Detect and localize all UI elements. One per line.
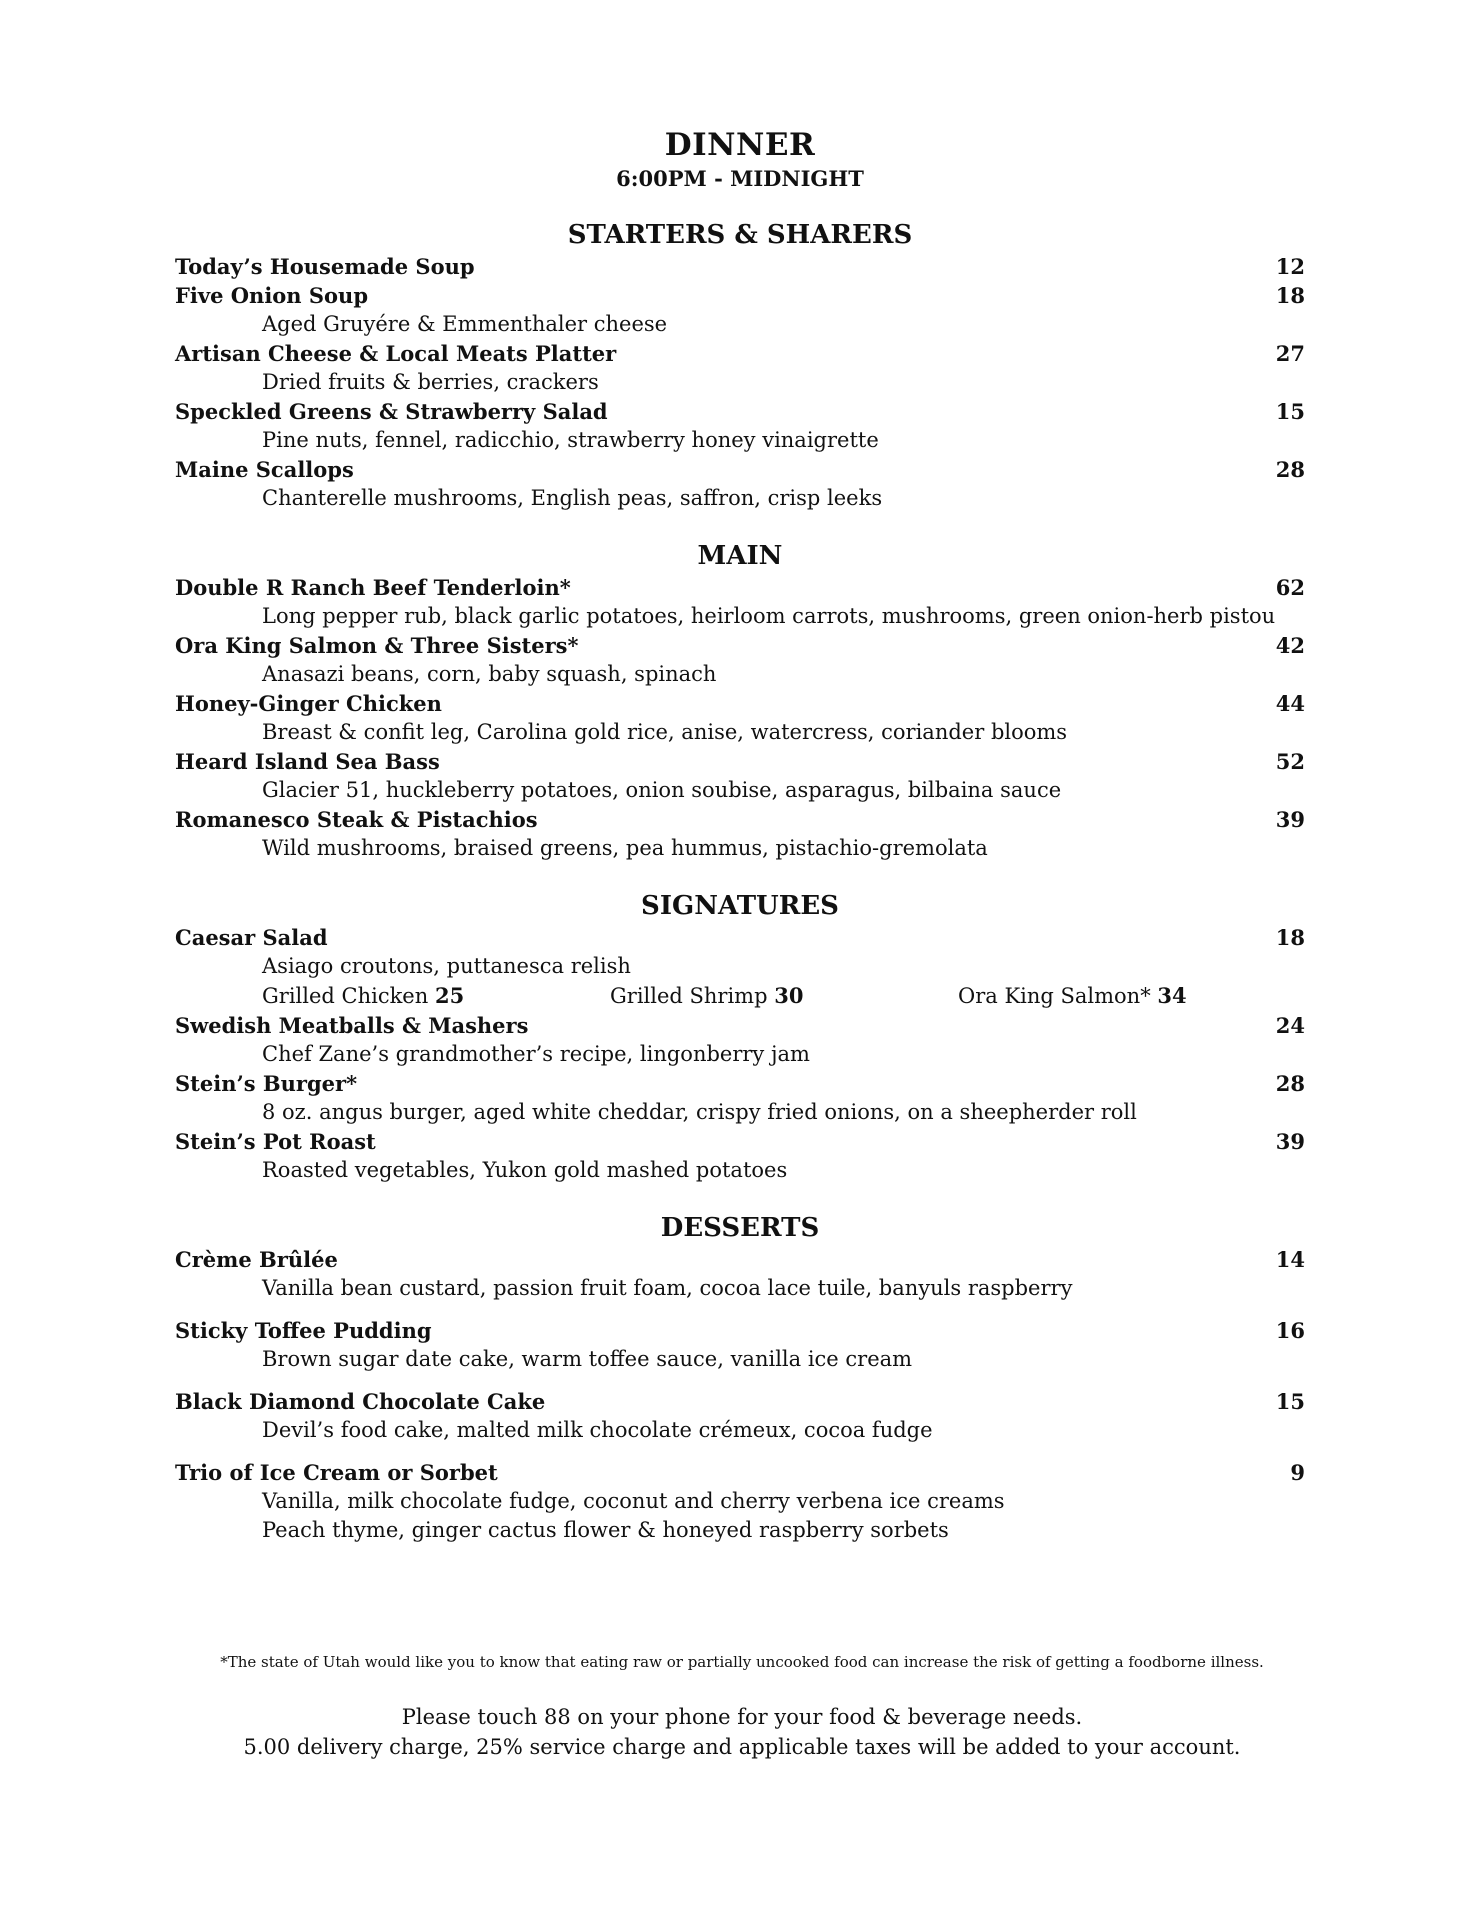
item-name: Romanesco Steak & Pistachios — [175, 807, 538, 832]
menu-item — [175, 1127, 1305, 1185]
item-price: 42 — [1275, 633, 1305, 658]
item-name: Speckled Greens & Strawberry Salad — [175, 399, 608, 424]
item-price: 15 — [1275, 399, 1305, 424]
item-price: 18 — [1275, 925, 1305, 950]
menu-item — [175, 455, 1305, 513]
menu — [175, 126, 1305, 1545]
service-charge-note: 5.00 delivery charge, 25% service charge and applicable taxes will be added to your account. — [243, 1735, 1241, 1759]
item-price: 12 — [1275, 254, 1305, 279]
item-description: Vanilla, milk chocolate fudge, coconut and cherry verbena ice creams — [262, 1489, 1005, 1513]
item-description: Pine nuts, fennel, radicchio, strawberry honey vinaigrette — [262, 428, 879, 452]
item-price: 39 — [1275, 1129, 1305, 1154]
menu-item — [175, 1316, 1305, 1374]
item-description: Roasted vegetables, Yukon gold mashed potatoes — [262, 1158, 788, 1182]
item-description: Chef Zane’s grandmother’s recipe, lingonberry jam — [262, 1042, 810, 1066]
item-description: Peach thyme, ginger cactus flower & honeyed raspberry sorbets — [262, 1518, 949, 1542]
item-name: Trio of Ice Cream or Sorbet — [175, 1460, 498, 1485]
addon-price: 34 — [1157, 983, 1187, 1008]
item-description: Aged Gruyére & Emmenthaler cheese — [262, 312, 668, 336]
item-name: Maine Scallops — [175, 457, 354, 482]
section-title-desserts: DESSERTS — [660, 1213, 820, 1243]
item-name: Ora King Salmon & Three Sisters* — [175, 633, 579, 658]
caesar-addons — [175, 981, 1305, 1011]
service-hours: 6:00PM - MIDNIGHT — [616, 166, 864, 191]
raw-food-disclaimer: *The state of Utah would like you to know that eating raw or partially uncooked food can increase the risk of getting a foodborne illness. — [220, 1653, 1264, 1671]
item-name: Five Onion Soup — [175, 283, 369, 308]
item-price: 15 — [1275, 1389, 1305, 1414]
item-price: 28 — [1275, 1071, 1305, 1096]
menu-item — [175, 747, 1305, 805]
addon-name: Ora King Salmon* — [958, 984, 1151, 1008]
item-name: Honey-Ginger Chicken — [175, 691, 442, 716]
item-description: 8 oz. angus burger, aged white cheddar, crispy fried onions, on a sheepherder roll — [262, 1100, 1137, 1124]
item-price: 9 — [1290, 1460, 1305, 1485]
item-name: Heard Island Sea Bass — [175, 749, 440, 774]
menu-item — [175, 1458, 1305, 1545]
section-signatures — [175, 889, 1305, 1185]
item-description: Brown sugar date cake, warm toffee sauce, vanilla ice cream — [262, 1347, 913, 1371]
section-starters — [175, 218, 1305, 513]
section-desserts — [175, 1211, 1305, 1545]
menu-item — [175, 805, 1305, 863]
menu-item — [175, 397, 1305, 455]
addon-item — [958, 981, 1187, 1011]
menu-item — [175, 573, 1305, 631]
item-price: 24 — [1275, 1013, 1305, 1038]
item-description: Breast & confit leg, Carolina gold rice, anise, watercress, coriander blooms — [262, 720, 1068, 744]
section-title-main: MAIN — [697, 541, 783, 571]
item-description: Long pepper rub, black garlic potatoes, heirloom carrots, mushrooms, green onion-herb pistou — [262, 604, 1276, 628]
item-description: Anasazi beans, corn, baby squash, spinach — [262, 662, 717, 686]
section-main — [175, 539, 1305, 863]
item-price: 39 — [1275, 807, 1305, 832]
item-description: Wild mushrooms, braised greens, pea hummus, pistachio-gremolata — [262, 836, 988, 860]
item-description: Asiago croutons, puttanesca relish — [262, 954, 631, 978]
item-description: Chanterelle mushrooms, English peas, saffron, crisp leeks — [262, 486, 883, 510]
item-name: Swedish Meatballs & Mashers — [175, 1013, 529, 1038]
addon-price: 25 — [434, 983, 465, 1008]
item-name: Artisan Cheese & Local Meats Platter — [175, 341, 617, 366]
menu-item — [175, 923, 1305, 1011]
menu-item — [175, 1387, 1305, 1445]
menu-item — [175, 281, 1305, 339]
page-title: DINNER — [664, 127, 816, 163]
item-price: 27 — [1275, 341, 1305, 366]
section-title-starters: STARTERS & SHARERS — [567, 220, 913, 250]
item-description: Devil’s food cake, malted milk chocolate crémeux, cocoa fudge — [262, 1418, 933, 1442]
item-name: Caesar Salad — [175, 925, 328, 950]
room-service-instructions: Please touch 88 on your phone for your food & beverage needs. — [401, 1705, 1083, 1729]
item-name: Stein’s Burger* — [175, 1071, 358, 1096]
item-price: 28 — [1275, 457, 1305, 482]
addon-name: Grilled Chicken — [262, 984, 429, 1008]
item-description: Vanilla bean custard, passion fruit foam, cocoa lace tuile, banyuls raspberry — [262, 1276, 1073, 1300]
item-price: 18 — [1275, 283, 1305, 308]
item-price: 44 — [1275, 691, 1305, 716]
item-name: Today’s Housemade Soup — [175, 254, 475, 279]
item-name: Sticky Toffee Pudding — [175, 1318, 432, 1343]
item-price: 16 — [1275, 1318, 1305, 1343]
item-name: Stein’s Pot Roast — [175, 1129, 376, 1154]
item-price: 14 — [1275, 1247, 1305, 1272]
item-description: Dried fruits & berries, crackers — [262, 370, 599, 394]
addon-price: 30 — [774, 983, 804, 1008]
menu-item — [175, 1069, 1305, 1127]
addon-item — [262, 981, 610, 1011]
footer — [0, 1652, 1484, 1762]
item-price: 62 — [1275, 575, 1305, 600]
item-description: Glacier 51, huckleberry potatoes, onion soubise, asparagus, bilbaina sauce — [262, 778, 1062, 802]
item-price: 52 — [1275, 749, 1305, 774]
menu-item — [175, 252, 1305, 281]
addon-item — [610, 981, 958, 1011]
menu-item — [175, 1245, 1305, 1303]
menu-item — [175, 631, 1305, 689]
menu-item — [175, 339, 1305, 397]
addon-name: Grilled Shrimp — [610, 984, 768, 1008]
menu-item — [175, 689, 1305, 747]
item-name: Crème Brûlée — [175, 1247, 338, 1272]
section-title-signatures: SIGNATURES — [641, 891, 839, 921]
menu-item — [175, 1011, 1305, 1069]
item-name: Double R Ranch Beef Tenderloin* — [175, 575, 571, 600]
item-name: Black Diamond Chocolate Cake — [175, 1389, 546, 1414]
